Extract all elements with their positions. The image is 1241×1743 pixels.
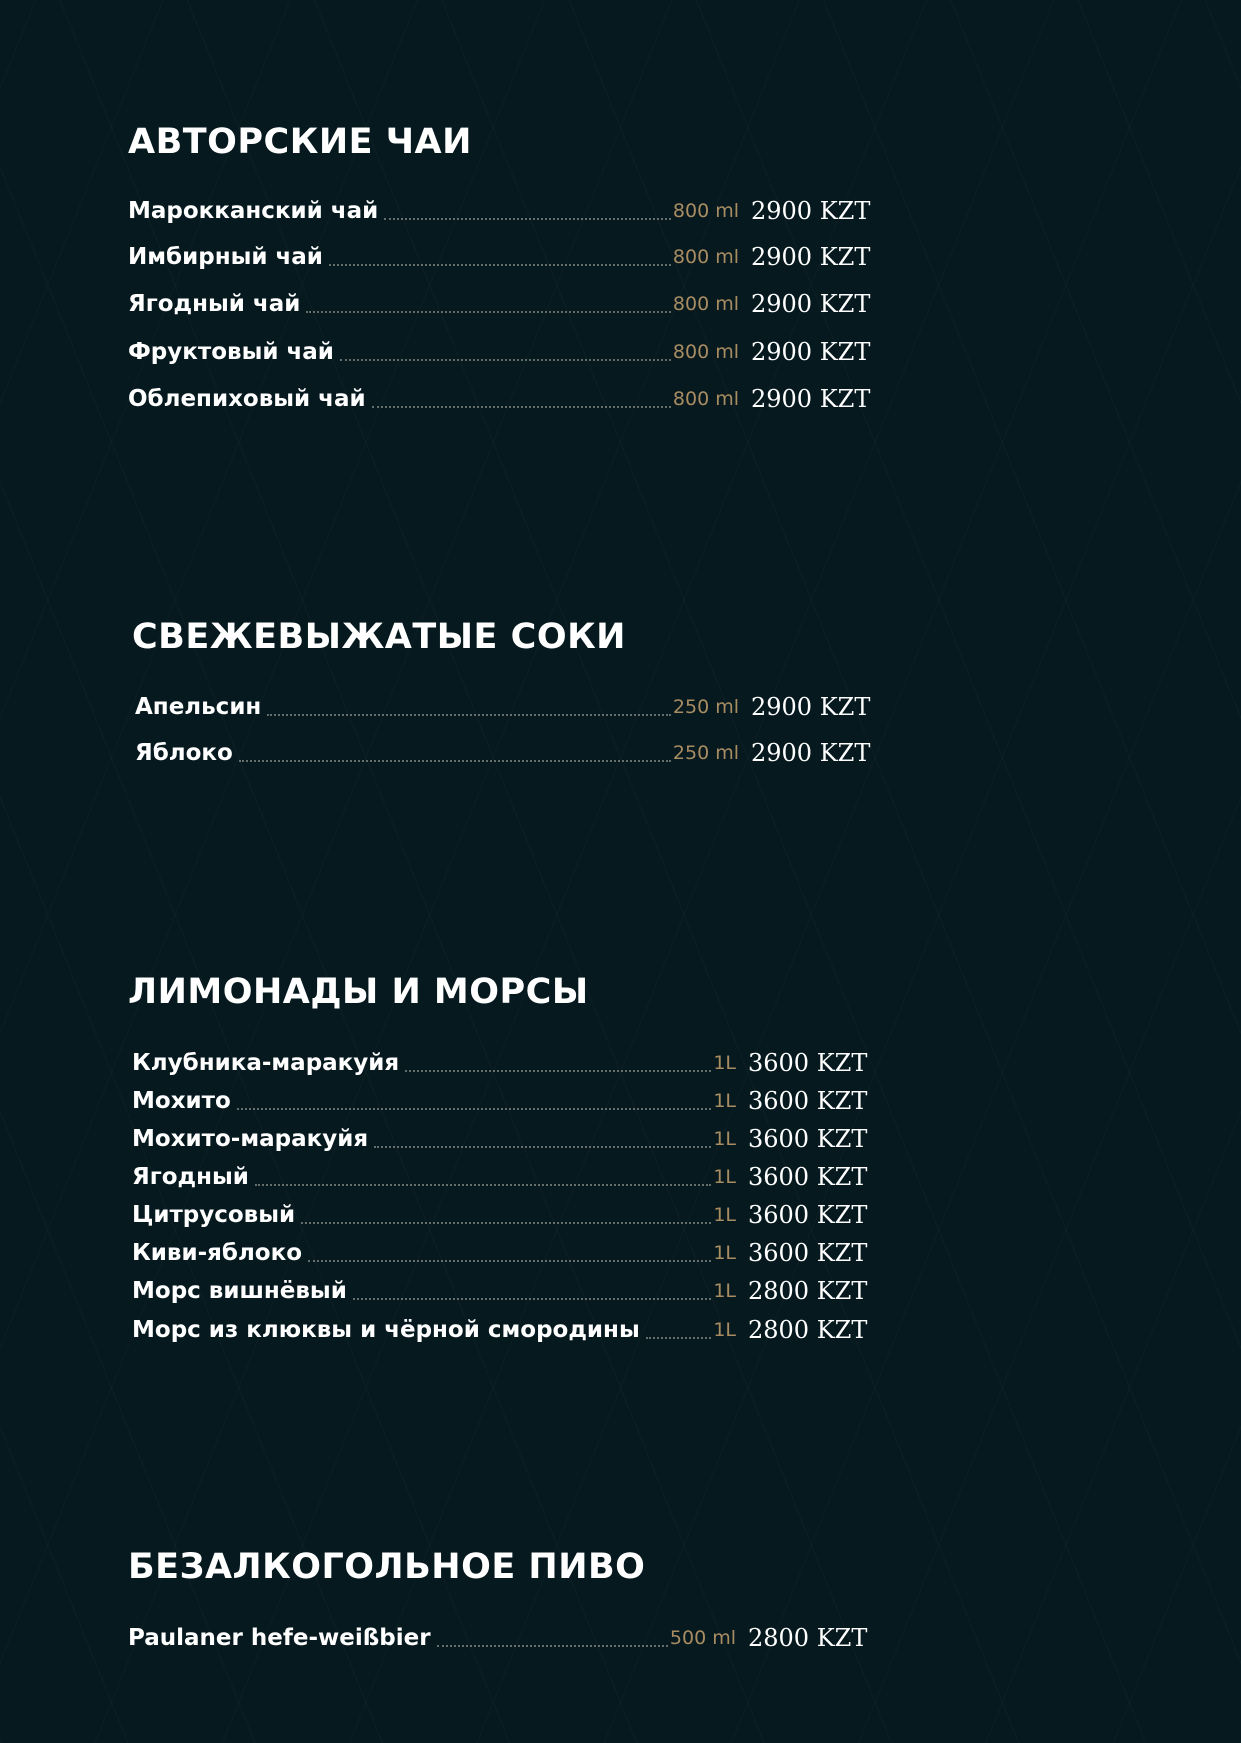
item-name: Марокканский чай <box>128 198 379 224</box>
item-volume: 1L <box>713 1166 736 1188</box>
item-price: 3600 KZT <box>748 1087 868 1115</box>
menu-item <box>128 1239 868 1269</box>
dot-leader <box>353 1298 711 1300</box>
item-price: 3600 KZT <box>748 1125 868 1153</box>
menu-item <box>128 338 871 368</box>
item-name: Мохито <box>132 1088 231 1114</box>
item-volume: 500 ml <box>669 1627 736 1649</box>
item-volume: 1L <box>713 1280 736 1302</box>
dot-leader <box>437 1645 668 1647</box>
item-price: 3600 KZT <box>748 1163 868 1191</box>
dot-leader <box>301 1222 711 1224</box>
item-volume: 1L <box>713 1204 736 1226</box>
item-name: Цитрусовый <box>132 1202 296 1228</box>
dot-leader <box>340 359 671 361</box>
item-name: Апельсин <box>135 694 262 720</box>
dot-leader <box>646 1337 712 1339</box>
menu-item <box>128 197 871 227</box>
item-price: 2800 KZT <box>748 1316 868 1344</box>
section-title: АВТОРСКИЕ ЧАИ <box>128 122 472 162</box>
menu-item <box>128 1277 868 1307</box>
item-price: 3600 KZT <box>748 1201 868 1229</box>
item-name: Ягодный <box>132 1164 249 1190</box>
menu-item <box>128 1316 868 1346</box>
item-volume: 1L <box>713 1128 736 1150</box>
dot-leader <box>372 406 671 408</box>
item-name: Морс вишнёвый <box>132 1278 347 1304</box>
item-price: 2900 KZT <box>751 739 871 767</box>
dot-leader <box>308 1260 711 1262</box>
dot-leader <box>239 760 671 762</box>
item-price: 2800 KZT <box>748 1277 868 1305</box>
menu-item <box>128 1163 868 1193</box>
dot-leader <box>384 218 671 220</box>
item-price: 2900 KZT <box>751 385 871 413</box>
item-price: 2900 KZT <box>751 243 871 271</box>
menu-item <box>128 290 871 320</box>
item-name: Яблоко <box>135 740 233 766</box>
item-name: Фруктовый чай <box>128 339 334 365</box>
item-volume: 1L <box>713 1242 736 1264</box>
menu-item <box>132 739 872 769</box>
item-price: 2800 KZT <box>748 1624 868 1652</box>
menu-item <box>128 1049 868 1079</box>
item-volume: 800 ml <box>672 293 739 315</box>
item-volume: 800 ml <box>672 246 739 268</box>
menu-item <box>132 693 872 723</box>
dot-leader <box>329 264 671 266</box>
item-volume: 250 ml <box>672 696 739 718</box>
item-volume: 1L <box>713 1319 736 1341</box>
item-volume: 1L <box>713 1090 736 1112</box>
item-name: Морс из клюквы и чёрной смородины <box>132 1317 640 1343</box>
menu-item <box>128 1087 868 1117</box>
item-volume: 800 ml <box>672 200 739 222</box>
item-price: 3600 KZT <box>748 1049 868 1077</box>
dot-leader <box>374 1146 711 1148</box>
item-name: Имбирный чай <box>128 244 323 270</box>
item-name: Мохито-маракуйя <box>132 1126 369 1152</box>
item-volume: 800 ml <box>672 388 739 410</box>
dot-leader <box>267 714 671 716</box>
section-title: СВЕЖЕВЫЖАТЫЕ СОКИ <box>132 617 626 657</box>
item-name: Ягодный чай <box>128 291 301 317</box>
menu-item <box>128 243 871 273</box>
item-volume: 800 ml <box>672 341 739 363</box>
menu-item <box>128 1125 868 1155</box>
item-name: Paulaner hefe-weißbier <box>128 1625 431 1651</box>
menu-item <box>128 385 871 415</box>
item-volume: 250 ml <box>672 742 739 764</box>
item-price: 2900 KZT <box>751 693 871 721</box>
section-title: БЕЗАЛКОГОЛЬНОЕ ПИВО <box>128 1547 646 1587</box>
item-name: Облепиховый чай <box>128 386 366 412</box>
section-title: ЛИМОНАДЫ И МОРСЫ <box>128 972 589 1012</box>
item-name: Киви-яблоко <box>132 1240 303 1266</box>
dot-leader <box>306 311 671 313</box>
dot-leader <box>255 1184 711 1186</box>
item-name: Клубника-маракуйя <box>132 1050 400 1076</box>
item-volume: 1L <box>713 1052 736 1074</box>
menu-item <box>128 1201 868 1231</box>
item-price: 3600 KZT <box>748 1239 868 1267</box>
item-price: 2900 KZT <box>751 197 871 225</box>
dot-leader <box>405 1070 711 1072</box>
item-price: 2900 KZT <box>751 290 871 318</box>
dot-leader <box>237 1108 712 1110</box>
item-price: 2900 KZT <box>751 338 871 366</box>
menu-item <box>128 1624 868 1654</box>
